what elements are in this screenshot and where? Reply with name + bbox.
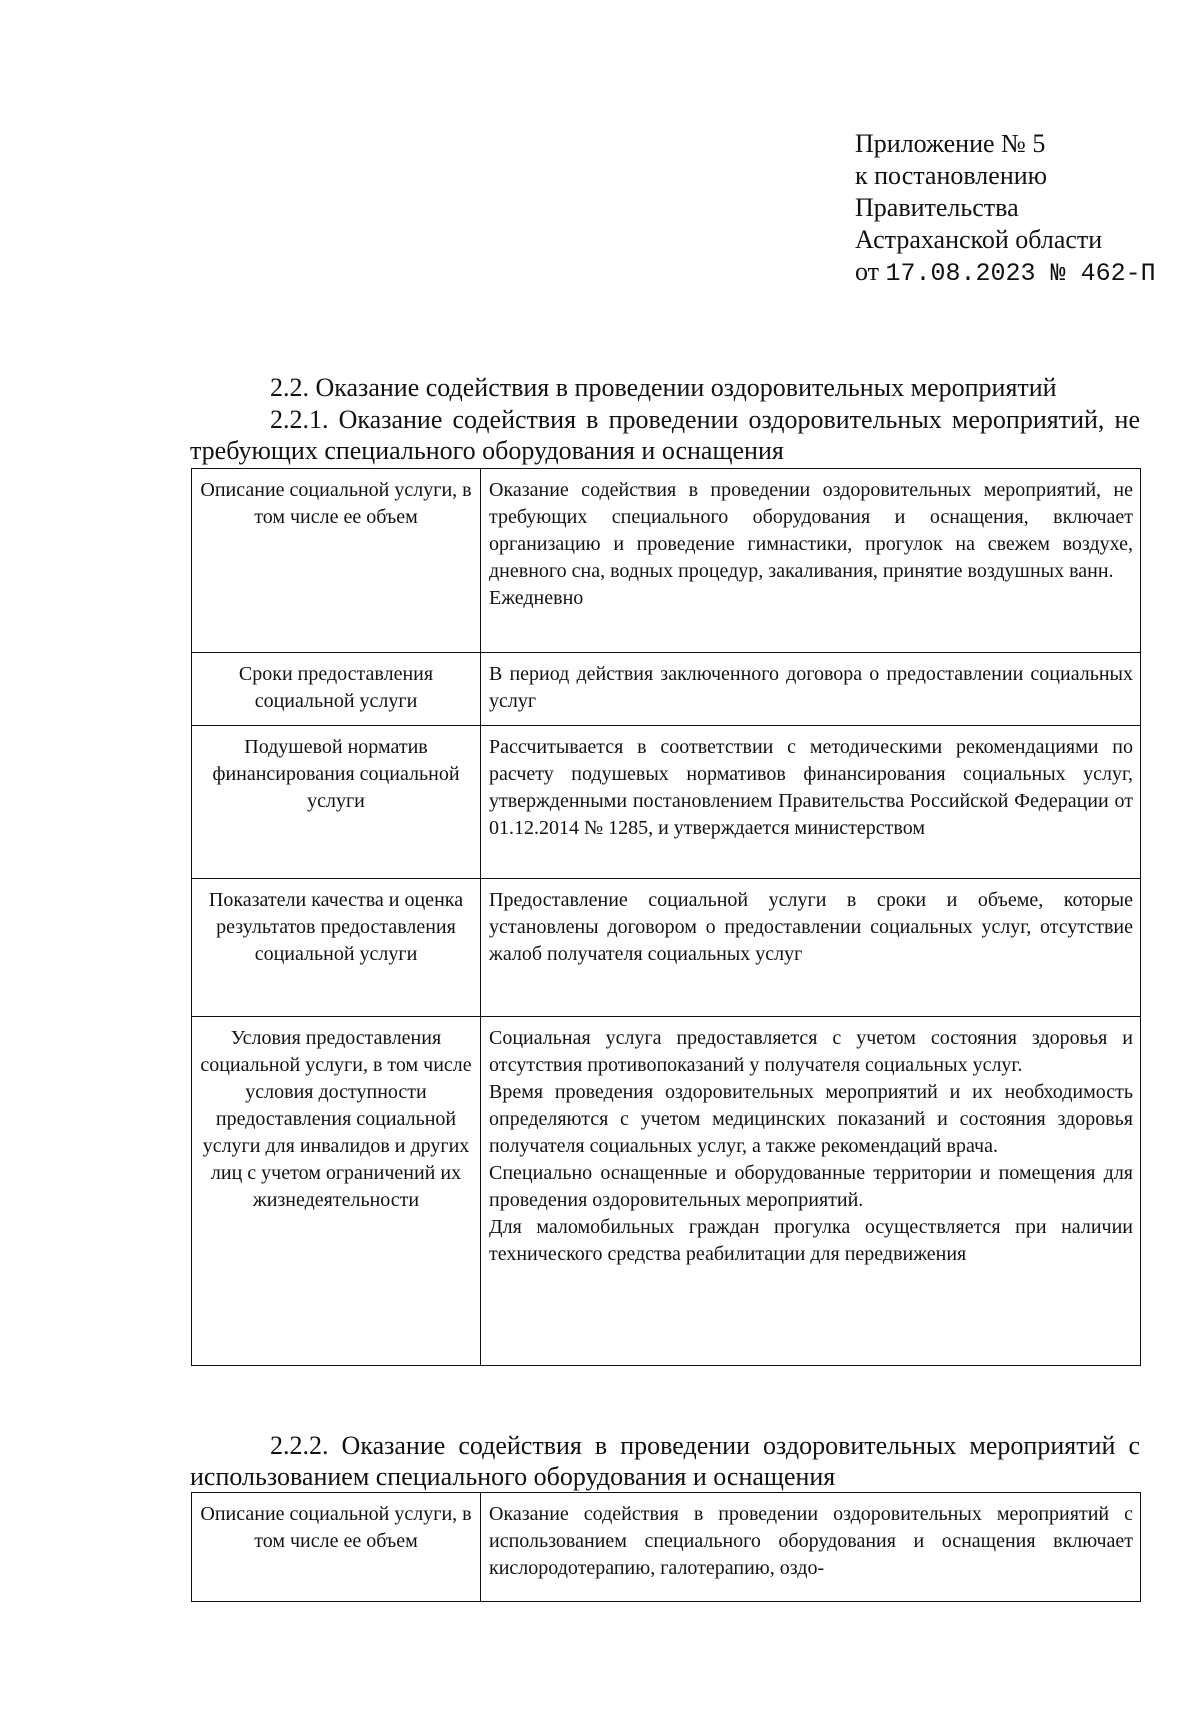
table-row	[192, 469, 1141, 653]
row-value: Оказание содействия в проведении оздоровительных мероприятий с использованием специального оборудования и оснащения включает кислородотерапию, галотерапию, оздо-	[481, 1493, 1141, 1602]
service-table-1	[191, 468, 1141, 1366]
appendix-date-number: 17.08.2023 № 462-П	[885, 259, 1156, 288]
row-value: В период действия заключенного договора о предоставлении социальных услуг	[481, 653, 1141, 726]
row-value: Социальная услуга предоставляется с учетом состояния здоровья и отсутствия противопоказаний у получателя социальных услуг. Время проведения оздоровительных мероприятий и их необходимость определяются с учетом медицинских показаний и состояния здоровья получателя социальных услуг, а также рекомендаций врача. Специально оснащенные и оборудованные территории и помещения для проведения оздоровительных мероприятий. Для маломобильных граждан прогулка осуществляется при наличии технического средства реабилитации для передвижения	[481, 1017, 1141, 1366]
subsection1-heading: 2.2.1. Оказание содействия в проведении оздоровительных мероприятий, не требующих специального оборудования и оснащения	[190, 405, 1140, 465]
table-row	[192, 1017, 1141, 1366]
row-label: Подушевой норматив финансирования социальной услуги	[192, 726, 481, 879]
row-label: Условия предоставления социальной услуги, в том числе условия доступности предоставления социальной услуги для инвалидов и других лиц с учетом ограничений их жизнедеятельности	[192, 1017, 481, 1366]
appendix-authority-line: Правительства	[855, 193, 1019, 222]
row-label: Описание социальной услуги, в том числе ее объем	[192, 1493, 481, 1602]
table-row	[192, 726, 1141, 879]
row-label: Описание социальной услуги, в том числе ее объем	[192, 469, 481, 653]
row-value: Рассчитывается в соответствии с методическими рекомендациями по расчету подушевых нормативов финансирования социальных услуг, утвержденными постановлением Правительства Российской Федерации от 01.12.2014 № 1285, и утверждается министерством	[481, 726, 1141, 879]
appendix-date-prefix: от	[855, 257, 880, 286]
table-row	[192, 653, 1141, 726]
row-value: Предоставление социальной услуги в сроки и объеме, которые установлены договором о предоставлении социальных услуг, отсутствие жалоб получателя социальных услуг	[481, 879, 1141, 1017]
row-value: Оказание содействия в проведении оздоровительных мероприятий, не требующих специального оборудования и оснащения, включает организацию и проведение гимнастики, прогулок на свежем воздухе, дневного сна, водных процедур, закаливания, принятие воздушных ванн. Ежедневно	[481, 469, 1141, 653]
section-heading: 2.2. Оказание содействия в проведении оздоровительных мероприятий	[270, 373, 1057, 402]
table-row	[192, 1493, 1141, 1602]
table-row	[192, 879, 1141, 1017]
appendix-stamp	[855, 128, 1156, 290]
appendix-region-line: Астраханской области	[855, 225, 1103, 254]
row-label: Показатели качества и оценка результатов предоставления социальной услуги	[192, 879, 481, 1017]
row-label: Сроки предоставления социальной услуги	[192, 653, 481, 726]
appendix-date-line	[855, 256, 1156, 290]
appendix-number: Приложение № 5	[855, 129, 1046, 158]
service-table-2	[191, 1492, 1141, 1602]
appendix-ref-line: к постановлению	[855, 161, 1048, 190]
subsection2-heading: 2.2.2. Оказание содействия в проведении оздоровительных мероприятий с использованием специального оборудования и оснащения	[190, 1431, 1140, 1491]
